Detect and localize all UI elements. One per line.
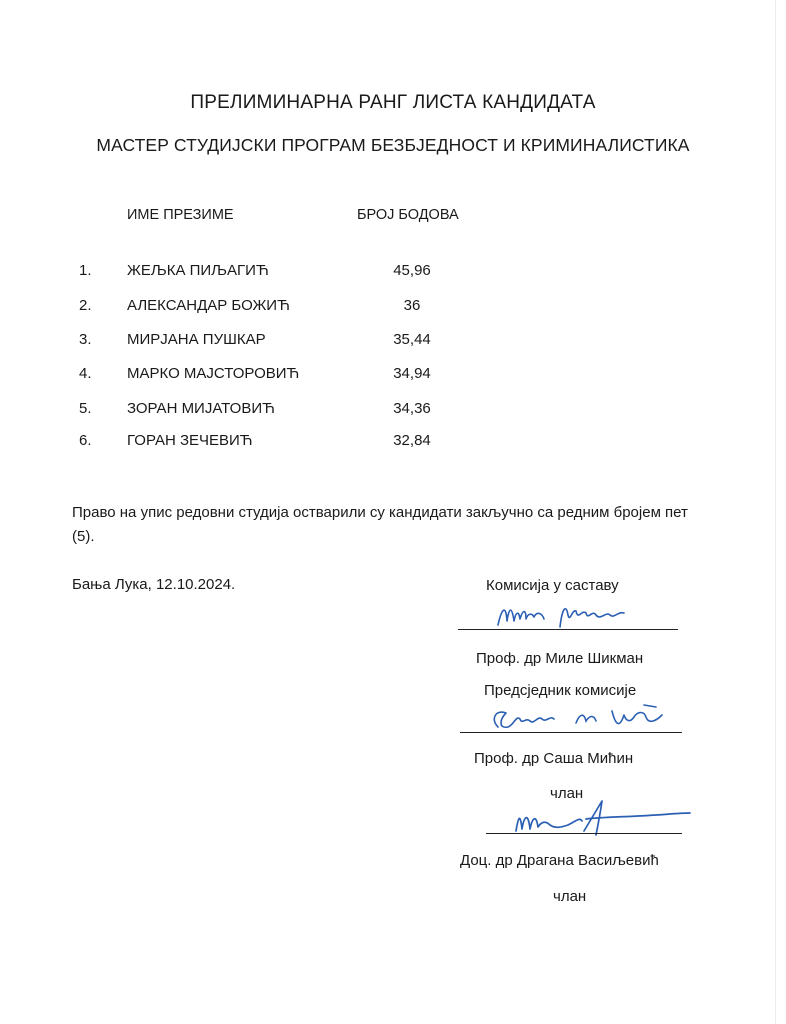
candidate-name: МИРЈАНА ПУШКАР [127,331,266,348]
commission-heading: Комисија у саставу [486,577,619,594]
candidate-points: 34,36 [393,400,431,417]
candidate-name: ЖЕЉКА ПИЉАГИЋ [127,262,269,279]
candidate-points: 35,44 [393,331,431,348]
table-row [0,365,786,387]
candidate-points: 32,84 [393,432,431,449]
candidate-name: АЛЕКСАНДАР БОЖИЋ [127,297,290,314]
row-number: 5. [79,400,92,417]
row-number: 4. [79,365,92,382]
table-row [0,432,786,454]
signature-line [460,732,682,733]
candidate-points: 45,96 [393,262,431,279]
signature-2-icon [484,697,674,737]
member-name: Проф. др Миле Шикман [476,650,644,667]
signature-line [458,629,678,630]
candidate-points: 34,94 [393,365,431,382]
place-and-date: Бања Лука, 12.10.2024. [72,576,236,593]
member-role: члан [553,888,587,905]
row-number: 3. [79,331,92,348]
table-row [0,262,786,284]
member-role: Предсједник комисије [484,682,637,699]
row-number: 1. [79,262,92,279]
candidate-name: МАРКО МАЈСТОРОВИЋ [127,365,300,382]
signature-1-icon [490,597,640,633]
member-role: члан [550,785,584,802]
member-name: Доц. др Драгана Васиљевић [460,852,659,869]
table-row [0,331,786,353]
enrollment-note: Право на упис редовни студија остварили су кандидати закључно са редним бројем пет (5). [72,504,688,545]
table-row [0,297,786,319]
candidate-name: ЗОРАН МИЈАТОВИЋ [127,400,275,417]
document-subtitle: МАСТЕР СТУДИЈСКИ ПРОГРАМ БЕЗБЈЕДНОСТ И КРИМИНАЛИСТИКА [96,135,690,155]
candidate-name: ГОРАН ЗЕЧЕВИЋ [127,432,253,449]
row-number: 6. [79,432,92,449]
signature-line [486,833,682,834]
document-title: ПРЕЛИМИНАРНА РАНГ ЛИСТА КАНДИДАТА [190,92,596,113]
row-number: 2. [79,297,92,314]
column-header-points: БРОЈ БОДОВА [357,207,459,223]
candidate-points: 36 [403,297,421,314]
signature-3-icon [506,797,696,841]
table-row [0,400,786,422]
member-name: Проф. др Саша Мићин [474,750,634,767]
column-header-name: ИМЕ ПРЕЗИМЕ [127,207,234,223]
commission-signatures [440,575,740,915]
